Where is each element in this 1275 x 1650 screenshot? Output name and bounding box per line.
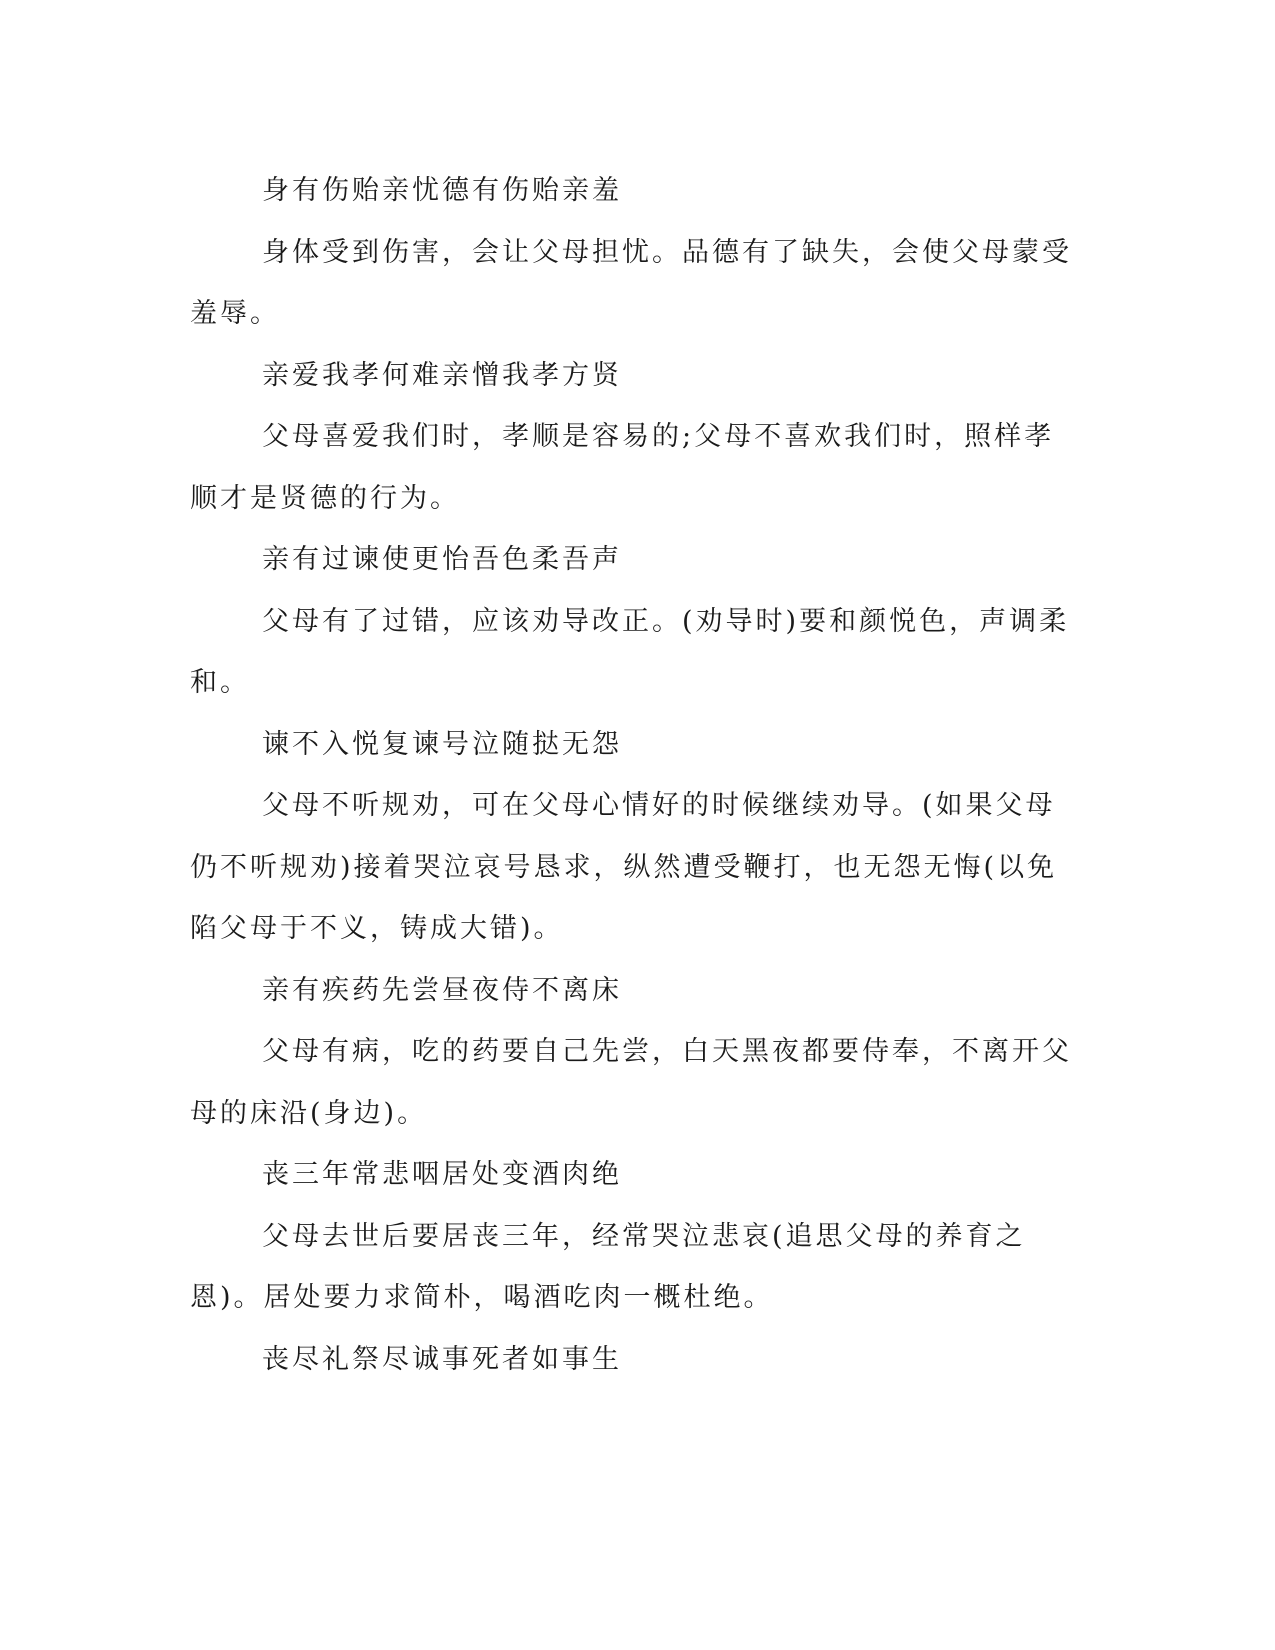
explanation-paragraph: 父母不听规劝，可在父母心情好的时候继续劝导。(如果父母仍不听规劝)接着哭泣哀号恳求，纵然遭受鞭打，也无怨无悔(以免陷父母于不义，铸成大错)。	[190, 790, 1058, 944]
verse-line: 丧三年常悲咽居处变酒肉绝	[262, 1159, 622, 1190]
verse-line: 亲爱我孝何难亲憎我孝方贤	[262, 359, 622, 391]
explanation-paragraph: 父母喜爱我们时，孝顺是容易的;父母不喜欢我们时，照样孝顺才是贤德的行为。	[190, 421, 1055, 514]
document-body	[190, 160, 1076, 1390]
explanation-paragraph: 父母去世后要居丧三年，经常哭泣悲哀(追思父母的养育之恩)。居处要力求简朴，喝酒吃肉一概杜绝。	[190, 1220, 1026, 1313]
explanation-paragraph: 父母有病，吃的药要自己先尝，白天黑夜都要侍奉，不离开父母的床沿(身边)。	[190, 1036, 1072, 1129]
verse-line: 亲有疾药先尝昼夜侍不离床	[262, 974, 622, 1006]
verse-line: 谏不入悦复谏号泣随挞无怨	[262, 728, 622, 760]
explanation-paragraph: 身体受到伤害，会让父母担忧。品德有了缺失，会使父母蒙受羞辱。	[190, 236, 1072, 329]
verse-line: 身有伤贻亲忧德有伤贻亲羞	[262, 175, 622, 206]
verse-line: 丧尽礼祭尽诚事死者如事生	[262, 1343, 622, 1375]
explanation-paragraph: 父母有了过错，应该劝导改正。(劝导时)要和颜悦色，声调柔和。	[190, 605, 1070, 698]
verse-line: 亲有过谏使更怡吾色柔吾声	[262, 544, 622, 575]
